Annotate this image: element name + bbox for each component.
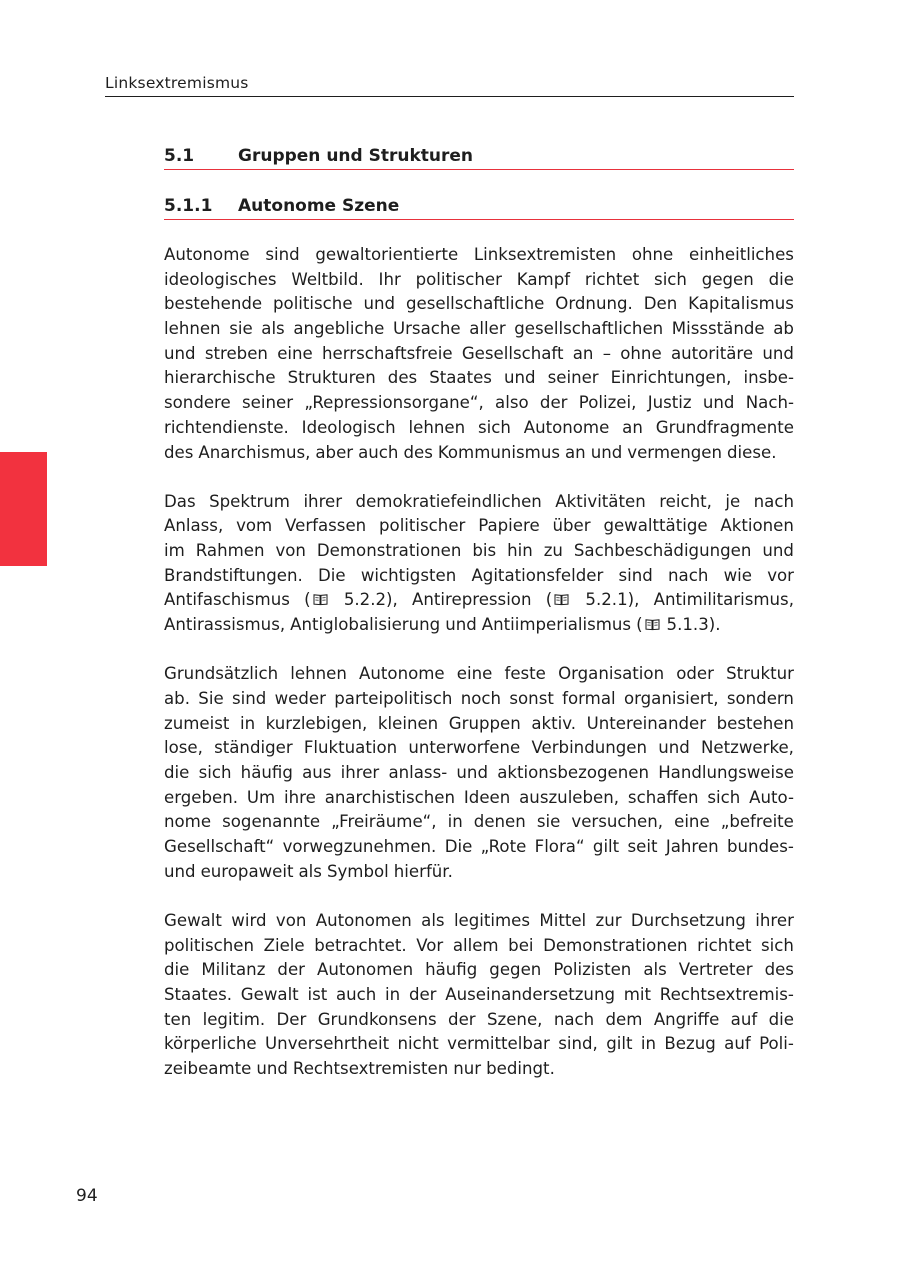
text-line: sondere seiner „Repressionsorgane“, also der Polizei, Justiz und Nach- [164,393,794,413]
section-title: Gruppen und Strukturen [238,146,474,166]
section-heading-5-1 [164,146,794,170]
text-line: ergeben. Um ihre anarchistischen Ideen auszuleben, schaffen sich Auto- [164,787,794,807]
paragraph [164,909,794,1082]
subsection-number: 5.1.1 [164,196,213,216]
text-line: Staates. Gewalt ist auch in der Auseinandersetzung mit Rechtsextremis- [164,985,794,1005]
paragraph [164,490,794,638]
text-line: Gewalt wird von Autonomen als legitimes Mittel zur Durchsetzung ihrer [164,911,794,930]
section-number: 5.1 [164,146,195,166]
paragraph [164,243,794,465]
text-line: und streben eine herrschaftsfreie Gesellschaft an – ohne autoritäre und [164,343,794,363]
text-line: Anlass, vom Verfassen politischer Papiere über gewalttätige Aktionen [164,516,794,536]
text-line: ideologisches Weltbild. Ihr politischer Kampf richtet sich gegen die [164,269,794,289]
book-icon [645,618,660,631]
chapter-side-tab [0,452,47,566]
text-line: richtendienste. Ideologisch lehnen sich Autonome an Grundfragmente [164,417,794,437]
text-line: im Rahmen von Demonstrationen bis hin zu Sachbeschädigungen und [164,541,794,561]
book-icon [313,593,328,606]
text-line: lose, ständiger Fluktuation unterworfene Verbindungen und Netzwerke, [164,738,794,758]
text-line: lehnen sie als angebliche Ursache aller gesellschaftlichen Missstände ab [164,319,794,339]
text-line: Antifaschismus ( 5.2.2), Antirepression ( 5.2.1), Antimilitarismus, [164,590,794,610]
section-heading-5-1-1 [164,196,794,220]
text-line: Das Spektrum ihrer demokratiefeindlichen Aktivitäten reicht, je nach [164,491,794,511]
text-line: des Anarchismus, aber auch des Kommunismus an und vermengen diese. [164,442,777,462]
text-line: Antirassismus, Antiglobalisierung und Antiimperialismus ( 5.1.3). [164,615,721,635]
text-line: Brandstiftungen. Die wichtigsten Agitationsfelder sind nach wie vor [164,565,794,585]
subsection-title: Autonome Szene [238,196,400,216]
body-text [164,243,794,1106]
text-line: die sich häufig aus ihrer anlass- und aktionsbezogenen Handlungsweise [164,763,794,783]
text-line: und europaweit als Symbol hierfür. [164,861,453,881]
running-header: Linksextremismus [105,74,794,97]
book-icon [554,593,569,606]
text-line: Gesellschaft“ vorwegzunehmen. Die „Rote Flora“ gilt seit Jahren bundes- [164,837,794,857]
text-line: körperliche Unversehrtheit nicht vermittelbar sind, gilt in Bezug auf Poli- [164,1034,794,1054]
paragraph [164,662,794,884]
text-line: nome sogenannte „Freiräume“, in denen sie versuchen, eine „befreite [164,812,794,832]
text-line: Grundsätzlich lehnen Autonome eine feste Organisation oder Struktur [164,664,794,684]
text-line: zeibeamte und Rechtsextremisten nur bedingt. [164,1059,555,1079]
text-line: die Militanz der Autonomen häufig gegen Polizisten als Vertreter des [164,960,794,980]
text-line: hierarchische Strukturen des Staates und seiner Einrichtungen, insbe- [164,368,794,388]
text-line: bestehende politische und gesellschaftliche Ordnung. Den Kapitalismus [164,294,794,314]
text-line: ten legitim. Der Grundkonsens der Szene, nach dem Angriffe auf die [164,1009,794,1029]
text-line: ab. Sie sind weder parteipolitisch noch sonst formal organisiert, sondern [164,689,794,708]
text-line: politischen Ziele betrachtet. Vor allem bei Demonstrationen richtet sich [164,935,794,955]
page-number: 94 [76,1186,98,1206]
text-line: Autonome sind gewaltorientierte Linksextremisten ohne einheitliches [164,245,794,264]
text-line: zumeist in kurzlebigen, kleinen Gruppen aktiv. Untereinander bestehen [164,713,794,733]
